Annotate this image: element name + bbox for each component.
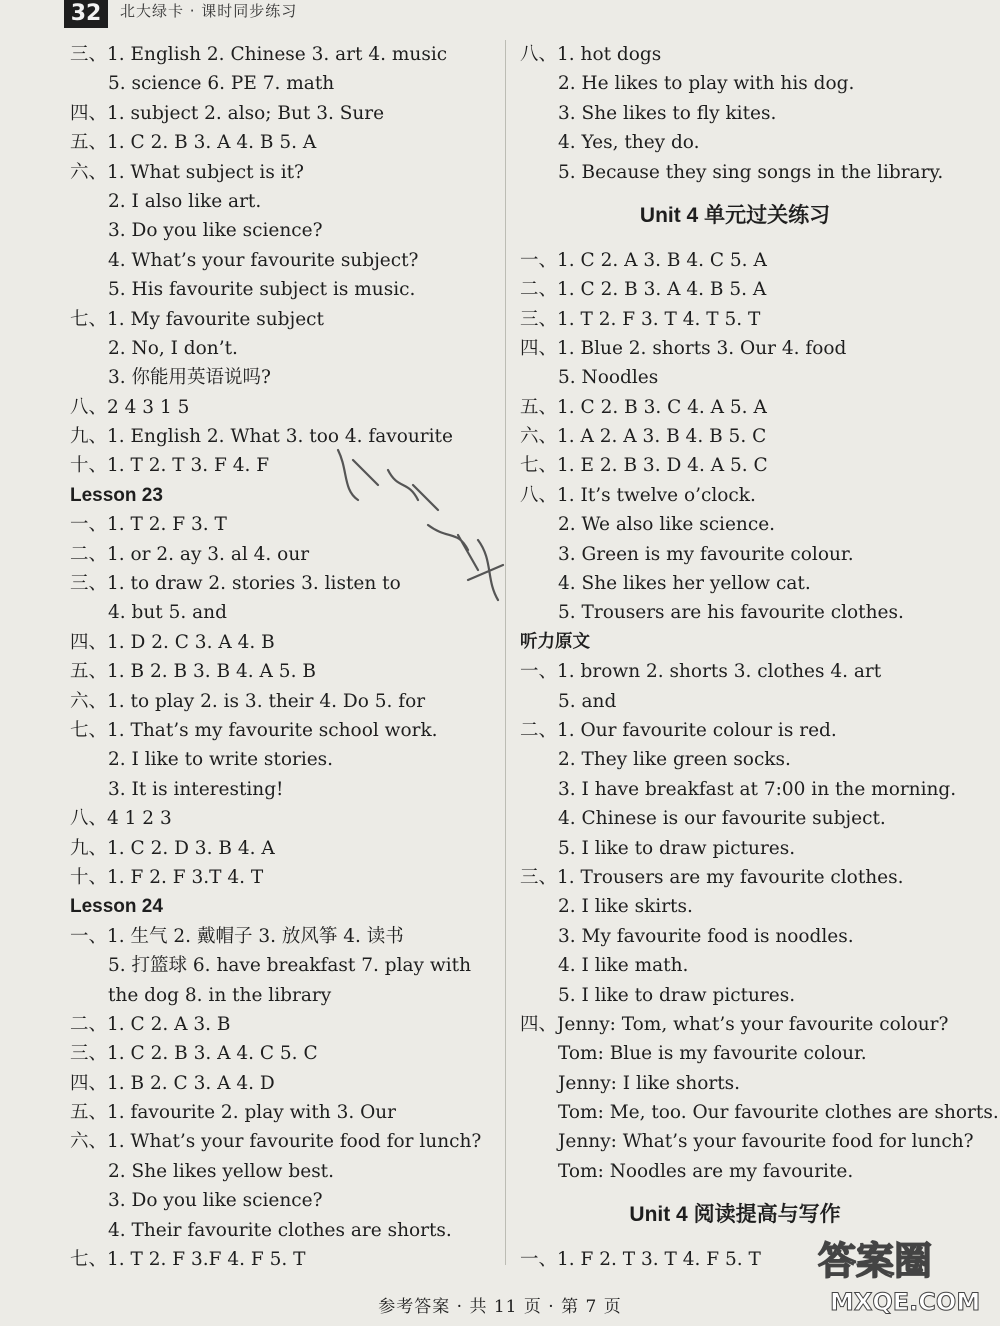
- answer-line: 九、1. C 2. D 3. B 4. A: [70, 837, 275, 859]
- page-header: [0, 0, 1000, 38]
- answer-line: 一、1. 生气 2. 戴帽子 3. 放风筝 4. 读书: [70, 925, 404, 947]
- answer-line: 二、1. or 2. ay 3. al 4. our: [70, 543, 310, 565]
- answer-line: 二、1. C 2. A 3. B: [70, 1013, 231, 1035]
- answer-line: 三、1. Trousers are my favourite clothes.: [520, 866, 904, 888]
- unit-heading: Unit 4 阅读提高与写作: [629, 1203, 841, 1227]
- answer-line: 3. My favourite food is noodles.: [558, 925, 854, 947]
- answer-line: 4. Chinese is our favourite subject.: [558, 808, 886, 830]
- answer-line: 三、1. to draw 2. stories 3. listen to: [70, 573, 401, 595]
- answer-line: 七、1. That’s my favourite school work.: [70, 719, 438, 741]
- answer-line: 三、1. C 2. B 3. A 4. C 5. C: [70, 1043, 318, 1065]
- answer-line: 4. Yes, they do.: [558, 132, 700, 154]
- answer-line: 五、1. favourite 2. play with 3. Our: [70, 1102, 397, 1124]
- answer-line: 3. 你能用英语说吗?: [108, 367, 271, 389]
- answer-line: Tom: Blue is my favourite colour.: [558, 1043, 867, 1065]
- answer-line: 三、1. T 2. F 3. T 4. T 5. T: [520, 308, 761, 330]
- watermark-url: MXQE.COM: [830, 1288, 981, 1316]
- answer-line: 二、1. Our favourite colour is red.: [520, 720, 837, 741]
- column-divider: [505, 40, 506, 1265]
- watermark-text: 答案圈: [818, 1239, 933, 1283]
- answer-line: 5. I like to draw pictures.: [558, 837, 796, 859]
- answer-line: 四、1. Blue 2. shorts 3. Our 4. food: [520, 337, 847, 359]
- answer-line: 3. I have breakfast at 7:00 in the morning.: [558, 778, 957, 800]
- answer-line: 3. She likes to fly kites.: [558, 102, 777, 124]
- answer-line: 五、1. C 2. B 3. A 4. B 5. A: [70, 132, 317, 154]
- watermark-logo: [810, 1228, 990, 1326]
- answer-line: 2. He likes to play with his dog.: [558, 73, 855, 95]
- answer-line: 5. His favourite subject is music.: [108, 279, 416, 301]
- unit-heading: Unit 4 单元过关练习: [639, 203, 831, 227]
- answer-line: 5. 打篮球 6. have breakfast 7. play with: [108, 955, 471, 977]
- answer-line: 四、1. subject 2. also; But 3. Sure: [70, 102, 385, 124]
- answer-line: 八、1. hot dogs: [520, 44, 662, 65]
- answer-line: 八、2 4 3 1 5: [70, 396, 190, 418]
- left-column: [70, 40, 510, 1274]
- section-heading: 听力原文: [520, 631, 590, 652]
- answer-line: 十、1. T 2. T 3. F 4. F: [70, 455, 270, 477]
- answer-line: 一、1. C 2. A 3. B 4. C 5. A: [520, 249, 767, 271]
- answer-line: Jenny: I like shorts.: [558, 1072, 741, 1094]
- answer-line: 六、1. A 2. A 3. B 4. B 5. C: [520, 426, 767, 448]
- answer-line: 七、1. T 2. F 3.F 4. F 5. T: [70, 1249, 306, 1271]
- answer-line: the dog 8. in the library: [108, 984, 332, 1006]
- lesson-heading: Lesson 24: [70, 896, 163, 918]
- answer-line: 4. I like math.: [558, 955, 689, 977]
- answer-line: 十、1. F 2. F 3.T 4. T: [70, 866, 264, 888]
- answer-line: 4. She likes her yellow cat.: [558, 573, 811, 595]
- lesson-heading: Lesson 23: [70, 484, 163, 506]
- answer-line: 4. What’s your favourite subject?: [108, 249, 419, 271]
- answer-line: 2. She likes yellow best.: [108, 1160, 335, 1182]
- answer-line: 六、1. What’s your favourite food for lunch?: [70, 1131, 482, 1153]
- answer-line: 3. It is interesting!: [108, 778, 284, 800]
- answer-line: 2. No, I don’t.: [108, 337, 238, 359]
- answer-line: 3. Do you like science?: [108, 220, 323, 242]
- answer-line: 5. science 6. PE 7. math: [108, 73, 335, 95]
- right-column: [520, 40, 999, 1274]
- answer-line: 五、1. B 2. B 3. B 4. A 5. B: [70, 661, 316, 683]
- answer-line: 三、1. English 2. Chinese 3. art 4. music: [70, 44, 448, 65]
- answer-line: 四、1. B 2. C 3. A 4. D: [70, 1072, 275, 1094]
- answer-line: 四、Jenny: Tom, what’s your favourite colour?: [520, 1013, 949, 1035]
- answer-line: 3. Do you like science?: [108, 1190, 323, 1212]
- answer-line: 5. I like to draw pictures.: [558, 984, 796, 1006]
- answer-line: 2. I also like art.: [108, 190, 262, 212]
- answer-line: 二、1. C 2. B 3. A 4. B 5. A: [520, 279, 767, 301]
- page-number: 32: [64, 0, 108, 28]
- answer-line: 3. Green is my favourite colour.: [558, 543, 854, 565]
- answer-line: 五、1. C 2. B 3. C 4. A 5. A: [520, 396, 767, 418]
- answer-line: Tom: Me, too. Our favourite clothes are shorts.: [558, 1102, 999, 1124]
- answer-line: 八、4 1 2 3: [70, 808, 172, 830]
- answer-line: 四、1. D 2. C 3. A 4. B: [70, 631, 275, 653]
- answer-line: 七、1. My favourite subject: [70, 308, 324, 330]
- answer-line: 5. Noodles: [558, 367, 659, 389]
- answer-line: 六、1. to play 2. is 3. their 4. Do 5. for: [70, 690, 426, 712]
- answer-line: 5. and: [558, 690, 617, 712]
- answer-line: 九、1. English 2. What 3. too 4. favourite: [70, 426, 453, 448]
- page-footer: 参考答案 · 共 11 页 · 第 7 页: [378, 1297, 622, 1317]
- answer-line: 一、1. T 2. F 3. T: [70, 514, 227, 536]
- answer-line: 5. Trousers are his favourite clothes.: [558, 602, 904, 624]
- answer-line: 七、1. E 2. B 3. D 4. A 5. C: [520, 455, 768, 477]
- header-title: 北大绿卡 · 课时同步练习: [120, 2, 298, 20]
- answer-line: 2. I like skirts.: [558, 896, 693, 918]
- answer-line: 2. I like to write stories.: [108, 749, 334, 771]
- answer-line: 5. Because they sing songs in the library.: [558, 161, 944, 183]
- answer-line: 4. Their favourite clothes are shorts.: [108, 1219, 452, 1241]
- answer-line: 八、1. It’s twelve o’clock.: [520, 484, 756, 506]
- handwritten-scribble: [318, 440, 518, 620]
- answer-line: 2. They like green socks.: [558, 749, 791, 771]
- answer-line: 4. but 5. and: [108, 602, 227, 624]
- answer-line: 一、1. F 2. T 3. T 4. F 5. T: [520, 1249, 761, 1271]
- answer-line: 六、1. What subject is it?: [70, 161, 304, 183]
- answer-line: 2. We also like science.: [558, 514, 776, 536]
- answer-line: 一、1. brown 2. shorts 3. clothes 4. art: [520, 661, 882, 683]
- answer-line: Jenny: What’s your favourite food for lunch?: [558, 1131, 974, 1153]
- answer-line: Tom: Noodles are my favourite.: [558, 1160, 854, 1182]
